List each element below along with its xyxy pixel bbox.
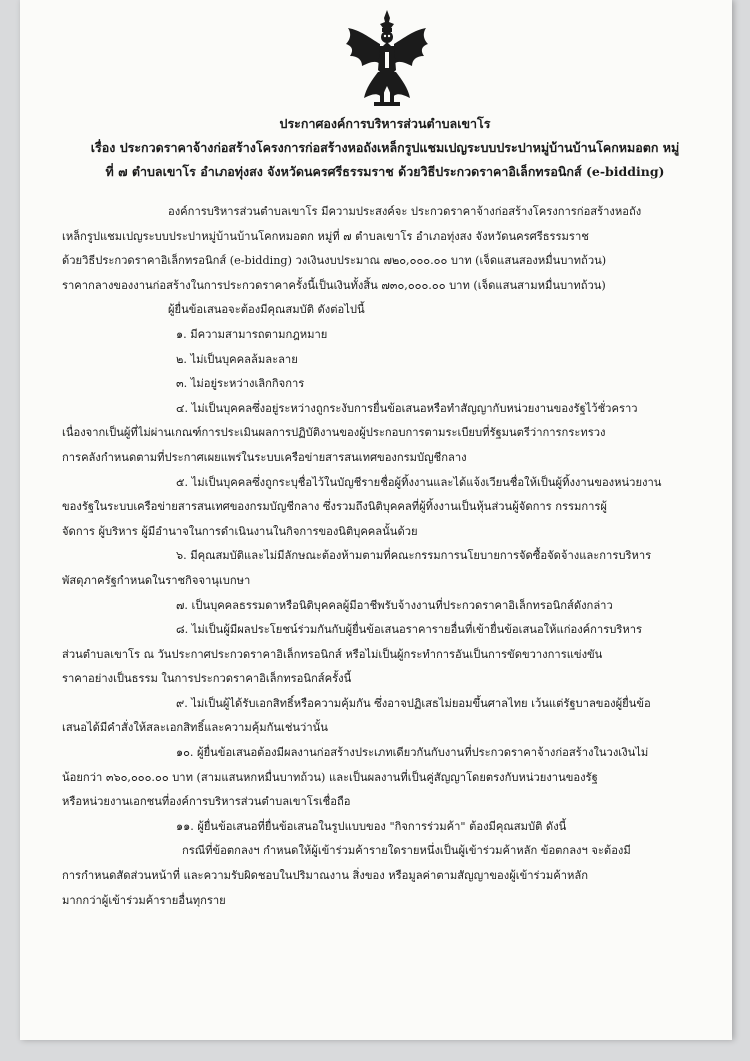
subject-line-1: [70, 136, 700, 160]
item-5-line-3: จัดการ ผู้บริหาร ผู้มีอำนาจในการดำเนินงานในกิจการของนิติบุคคลนั้นด้วย: [62, 524, 418, 538]
item-4-line-3: การคลังกำหนดตามที่ประกาศเผยแพร่ในระบบเครือข่ายสารสนเทศของกรมบัญชีกลาง: [62, 450, 467, 464]
subject-text-1: ประกวดราคาจ้างก่อสร้างโครงการก่อสร้างหอถังเหล็กรูปแชมเปญระบบประปาหมู่บ้านบ้านโคกหมอตก หมู่: [119, 140, 680, 155]
announcement-heading: ประกาศองค์การบริหารส่วนตำบลเขาโร: [279, 116, 491, 131]
item-8-line-3: ราคาอย่างเป็นธรรม ในการประกวดราคาอิเล็กทรอนิกส์ครั้งนี้: [62, 672, 352, 686]
item-4-line-2: เนื่องจากเป็นผู้ที่ไม่ผ่านเกณฑ์การประเมินผลการปฏิบัติงานของผู้ประกอบการตามระเบียบที่รัฐมนตรีว่าการกระทรวง: [62, 426, 606, 440]
item-11: ๑๑. ผู้ยื่นข้อเสนอที่ยื่นข้อเสนอในรูปแบบของ "กิจการร่วมค้า" ต้องมีคุณสมบัติ ดังนี้: [176, 819, 567, 833]
document-page: [20, 0, 732, 1040]
item-9-line-1: ๙. ไม่เป็นผู้ได้รับเอกสิทธิ์หรือความคุ้มกัน ซึ่งอาจปฏิเสธไม่ยอมขึ้นศาลไทย เว้นแต่รัฐบาลของผู้ยื่นข้อ: [176, 696, 651, 710]
item-1: ๑. มีความสามารถตามกฎหมาย: [176, 327, 328, 341]
item-4-line-1: ๔. ไม่เป็นบุคคลซึ่งอยู่ระหว่างถูกระงับการยื่นข้อเสนอหรือทำสัญญากับหน่วยงานของรัฐไว้ชั่วคราว: [176, 401, 638, 415]
item-8-line-1: ๘. ไม่เป็นผู้มีผลประโยชน์ร่วมกันกับผู้ยื่นข้อเสนอราคารายอื่นที่เข้ายื่นข้อเสนอให้แก่องค์การบริหาร: [176, 623, 643, 637]
garuda-emblem-icon: [342, 8, 432, 108]
item-10-line-2: น้อยกว่า ๓๖๐,๐๐๐.๐๐ บาท (สามแสนหกหมื่นบาทถ้วน) และเป็นผลงานที่เป็นคู่สัญญาโดยตรงกับหน่วยงานของรัฐ: [62, 770, 598, 784]
subject-label: เรื่อง: [90, 140, 116, 155]
intro-line-1: องค์การบริหารส่วนตำบลเขาโร มีความประสงค์จะ ประกวดราคาจ้างก่อสร้างโครงการก่อสร้างหอถัง: [168, 205, 642, 218]
item-9-line-2: เสนอได้มีคำสั่งให้สละเอกสิทธิ์และความคุ้มกันเช่นว่านั้น: [62, 721, 328, 735]
intro-line-3: ด้วยวิธีประกวดราคาอิเล็กทรอนิกส์ (e-bidding) วงเงินงบประมาณ ๗๒๐,๐๐๐.๐๐ บาท (เจ็ดแสนสองหมื่นบาทถ้วน): [62, 254, 607, 268]
title-block: [70, 112, 700, 184]
item-6-line-1: ๖. มีคุณสมบัติและไม่มีลักษณะต้องห้ามตามที่คณะกรรมการนโยบายการจัดซื้อจัดจ้างและการบริหาร: [176, 549, 652, 563]
intro-line-4: ราคากลางของงานก่อสร้างในการประกวดราคาครั้งนี้เป็นเงินทั้งสิ้น ๗๓๐,๐๐๐.๐๐ บาท (เจ็ดแสนสามหมื่นบาทถ้วน): [62, 278, 606, 292]
item-10-line-3: หรือหน่วยงานเอกชนที่องค์การบริหารส่วนตำบลเขาโรเชื่อถือ: [62, 795, 351, 809]
item-10-line-1: ๑๐. ผู้ยื่นข้อเสนอต้องมีผลงานก่อสร้างประเภทเดียวกันกับงานที่ประกวดราคาจ้างก่อสร้างในวงเงินไม่: [176, 746, 649, 760]
document-body: [58, 200, 708, 913]
qualification-intro: ผู้ยื่นข้อเสนอจะต้องมีคุณสมบัติ ดังต่อไปนี้: [168, 303, 365, 317]
item-8-line-2: ส่วนตำบลเขาโร ณ วันประกาศประกวดราคาอิเล็กทรอนิกส์ หรือไม่เป็นผู้กระทำการอันเป็นการขัดขวางการแข่งขัน: [62, 647, 603, 661]
item-7: ๗. เป็นบุคคลธรรมดาหรือนิติบุคคลผู้มีอาชีพรับจ้างงานที่ประกวดราคาอิเล็กทรอนิกส์ดังกล่าว: [176, 598, 613, 612]
subject-line-2: ที่ ๗ ตำบลเขาโร อำเภอทุ่งสง จังหวัดนครศรีธรรมราช ด้วยวิธีประกวดราคาอิเล็กทรอนิกส์ (e-bidding): [105, 164, 665, 179]
item-5-line-2: ของรัฐในระบบเครือข่ายสารสนเทศของกรมบัญชีกลาง ซึ่งรวมถึงนิติบุคคลที่ผู้ทิ้งงานเป็นหุ้นส่วนผู้จัดการ กรรมการผู้: [62, 500, 607, 514]
intro-line-2: เหล็กรูปแชมเปญระบบประปาหมู่บ้านบ้านโคกหมอตก หมู่ที่ ๗ ตำบลเขาโร อำเภอทุ่งสง จังหวัดนครศรีธรรมราช: [62, 229, 589, 243]
joint-venture-line-1: กรณีที่ข้อตกลงฯ กำหนดให้ผู้เข้าร่วมค้ารายใดรายหนึ่งเป็นผู้เข้าร่วมค้าหลัก ข้อตกลงฯ จะต้องมี: [182, 844, 631, 858]
item-5-line-1: ๕. ไม่เป็นบุคคลซึ่งถูกระบุชื่อไว้ในบัญชีรายชื่อผู้ทิ้งงานและได้แจ้งเวียนชื่อให้เป็นผู้ทิ้งงานของหน่วยงาน: [176, 475, 662, 489]
item-2: ๒. ไม่เป็นบุคคลล้มละลาย: [176, 352, 298, 366]
joint-venture-line-3: มากกว่าผู้เข้าร่วมค้ารายอื่นทุกราย: [62, 893, 226, 907]
item-3: ๓. ไม่อยู่ระหว่างเลิกกิจการ: [176, 377, 305, 391]
joint-venture-line-2: การกำหนดสัดส่วนหน้าที่ และความรับผิดชอบในปริมาณงาน สิ่งของ หรือมูลค่าตามสัญญาของผู้เข้าร่วมค้าหลัก: [62, 869, 588, 883]
item-6-line-2: พัสดุภาครัฐกำหนดในราชกิจจานุเบกษา: [62, 573, 251, 587]
